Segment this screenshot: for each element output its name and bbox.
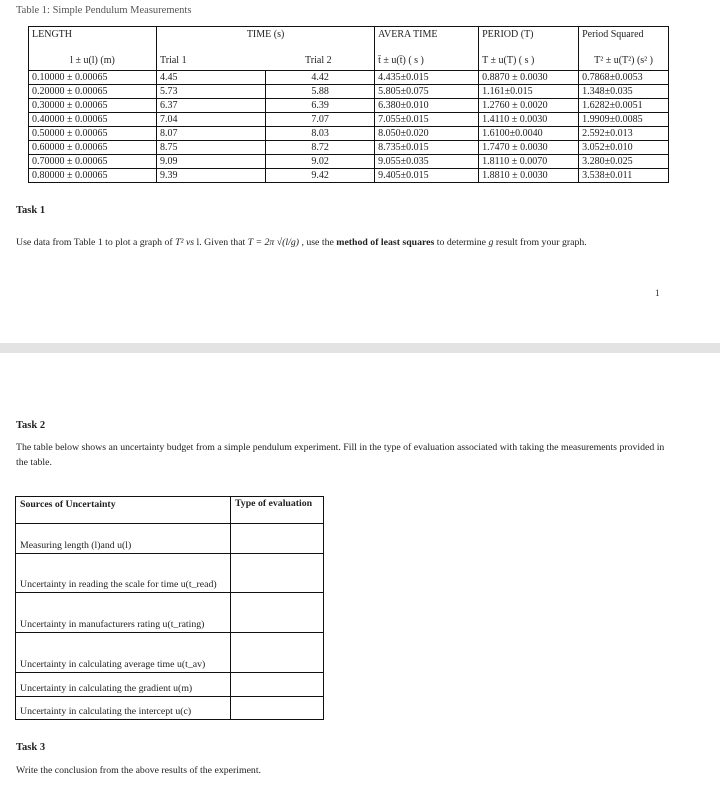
table-caption: Table 1: Simple Pendulum Measurements [16,5,192,16]
uncertainty-source: Uncertainty in reading the scale for time u(t_read) [16,554,231,593]
header-length: LENGTH l ± u(l) (m) [29,27,157,71]
cell-average-time: 8.735±0.015 [375,141,479,155]
header-sources: Sources of Uncertainty [16,497,231,524]
page-separator [0,343,720,353]
cell-trial1: 9.39 [157,169,266,183]
table-row [29,169,669,183]
cell-period-squared: 1.6282±0.0051 [579,99,669,113]
table-row [16,524,324,554]
cell-average-time: 8.050±0.020 [375,127,479,141]
cell-period-squared: 0.7868±0.0053 [579,71,669,85]
cell-length: 0.60000 ± 0.00065 [29,141,157,155]
header-average-time: AVERA TIME t̄ ± u(t̄) ( s ) [375,27,479,71]
table-row [16,633,324,673]
cell-trial2: 9.02 [266,155,375,169]
table-row [29,155,669,169]
task3-text: Write the conclusion from the above results of the experiment. [16,765,261,776]
uncertainty-budget-table [15,496,324,720]
cell-trial1: 6.37 [157,99,266,113]
cell-trial1: 7.04 [157,113,266,127]
uncertainty-source: Uncertainty in calculating average time u(t_av) [16,633,231,673]
cell-period-squared: 1.9909±0.0085 [579,113,669,127]
cell-period: 1.2760 ± 0.0020 [479,99,579,113]
cell-period-squared: 3.538±0.011 [579,169,669,183]
table-row [16,593,324,633]
cell-average-time: 6.380±0.010 [375,99,479,113]
cell-period: 0.8870 ± 0.0030 [479,71,579,85]
page-number: 1 [655,288,660,298]
cell-average-time: 4.435±0.015 [375,71,479,85]
type-of-evaluation-field[interactable] [231,633,324,673]
cell-length: 0.30000 ± 0.00065 [29,99,157,113]
cell-trial2: 4.42 [266,71,375,85]
cell-period: 1.8810 ± 0.0030 [479,169,579,183]
uncertainty-source: Uncertainty in calculating the intercept u(c) [16,697,231,720]
type-of-evaluation-field[interactable] [231,593,324,633]
header-period-squared: Period Squared T² ± u(T²) (s² ) [579,27,669,71]
cell-trial2: 8.72 [266,141,375,155]
cell-period-squared: 3.280±0.025 [579,155,669,169]
cell-period: 1.4110 ± 0.0030 [479,113,579,127]
table-row [29,71,669,85]
cell-trial1: 8.75 [157,141,266,155]
task1-title: Task 1 [16,205,46,216]
type-of-evaluation-field[interactable] [231,554,324,593]
cell-length: 0.40000 ± 0.00065 [29,113,157,127]
cell-trial2: 9.42 [266,169,375,183]
uncertainty-source: Uncertainty in manufacturers rating u(t_rating) [16,593,231,633]
cell-period: 1.161±0.015 [479,85,579,99]
table-row [16,673,324,697]
uncertainty-source: Uncertainty in calculating the gradient u(m) [16,673,231,697]
cell-trial1: 8.07 [157,127,266,141]
measurements-table [28,26,669,183]
table-row [29,99,669,113]
pendulum-formula: T = 2π √(l/g) [247,237,299,248]
cell-trial1: 4.45 [157,71,266,85]
cell-period: 1.7470 ± 0.0030 [479,141,579,155]
cell-length: 0.50000 ± 0.00065 [29,127,157,141]
cell-length: 0.10000 ± 0.00065 [29,71,157,85]
table-row [16,697,324,720]
cell-period-squared: 1.348±0.035 [579,85,669,99]
cell-trial2: 8.03 [266,127,375,141]
task3-title: Task 3 [16,742,46,753]
cell-average-time: 9.405±0.015 [375,169,479,183]
cell-trial1: 5.73 [157,85,266,99]
table-row [29,141,669,155]
type-of-evaluation-field[interactable] [231,673,324,697]
cell-trial1: 9.09 [157,155,266,169]
cell-period: 1.8110 ± 0.0070 [479,155,579,169]
cell-period: 1.6100±0.0040 [479,127,579,141]
cell-average-time: 5.805±0.075 [375,85,479,99]
task2-text: The table below shows an uncertainty budget from a simple pendulum experiment. Fill in the type of evaluation associated with taking the measurements provided in the table. [16,442,665,468]
header-time: TIME (s) Trial 1 Trial 2 [157,27,375,71]
table-row [29,127,669,141]
header-period: PERIOD (T) T ± u(T) ( s ) [479,27,579,71]
type-of-evaluation-field[interactable] [231,524,324,554]
header-type-of-evaluation: Type of evaluation [231,497,324,524]
table-row [29,113,669,127]
cell-trial2: 6.39 [266,99,375,113]
cell-trial2: 5.88 [266,85,375,99]
task2-title: Task 2 [16,420,46,431]
cell-length: 0.80000 ± 0.00065 [29,169,157,183]
type-of-evaluation-field[interactable] [231,697,324,720]
cell-period-squared: 3.052±0.010 [579,141,669,155]
table-row [29,85,669,99]
cell-length: 0.20000 ± 0.00065 [29,85,157,99]
task1-text: Use data from Table 1 to plot a graph of T² vs l. Given that T = 2π √(l/g) , use the method of least squares to determine g result from your graph. [16,237,587,248]
cell-trial2: 7.07 [266,113,375,127]
uncertainty-source: Measuring length (l)and u(l) [16,524,231,554]
cell-average-time: 7.055±0.015 [375,113,479,127]
cell-period-squared: 2.592±0.013 [579,127,669,141]
cell-length: 0.70000 ± 0.00065 [29,155,157,169]
cell-average-time: 9.055±0.035 [375,155,479,169]
table-row [16,554,324,593]
